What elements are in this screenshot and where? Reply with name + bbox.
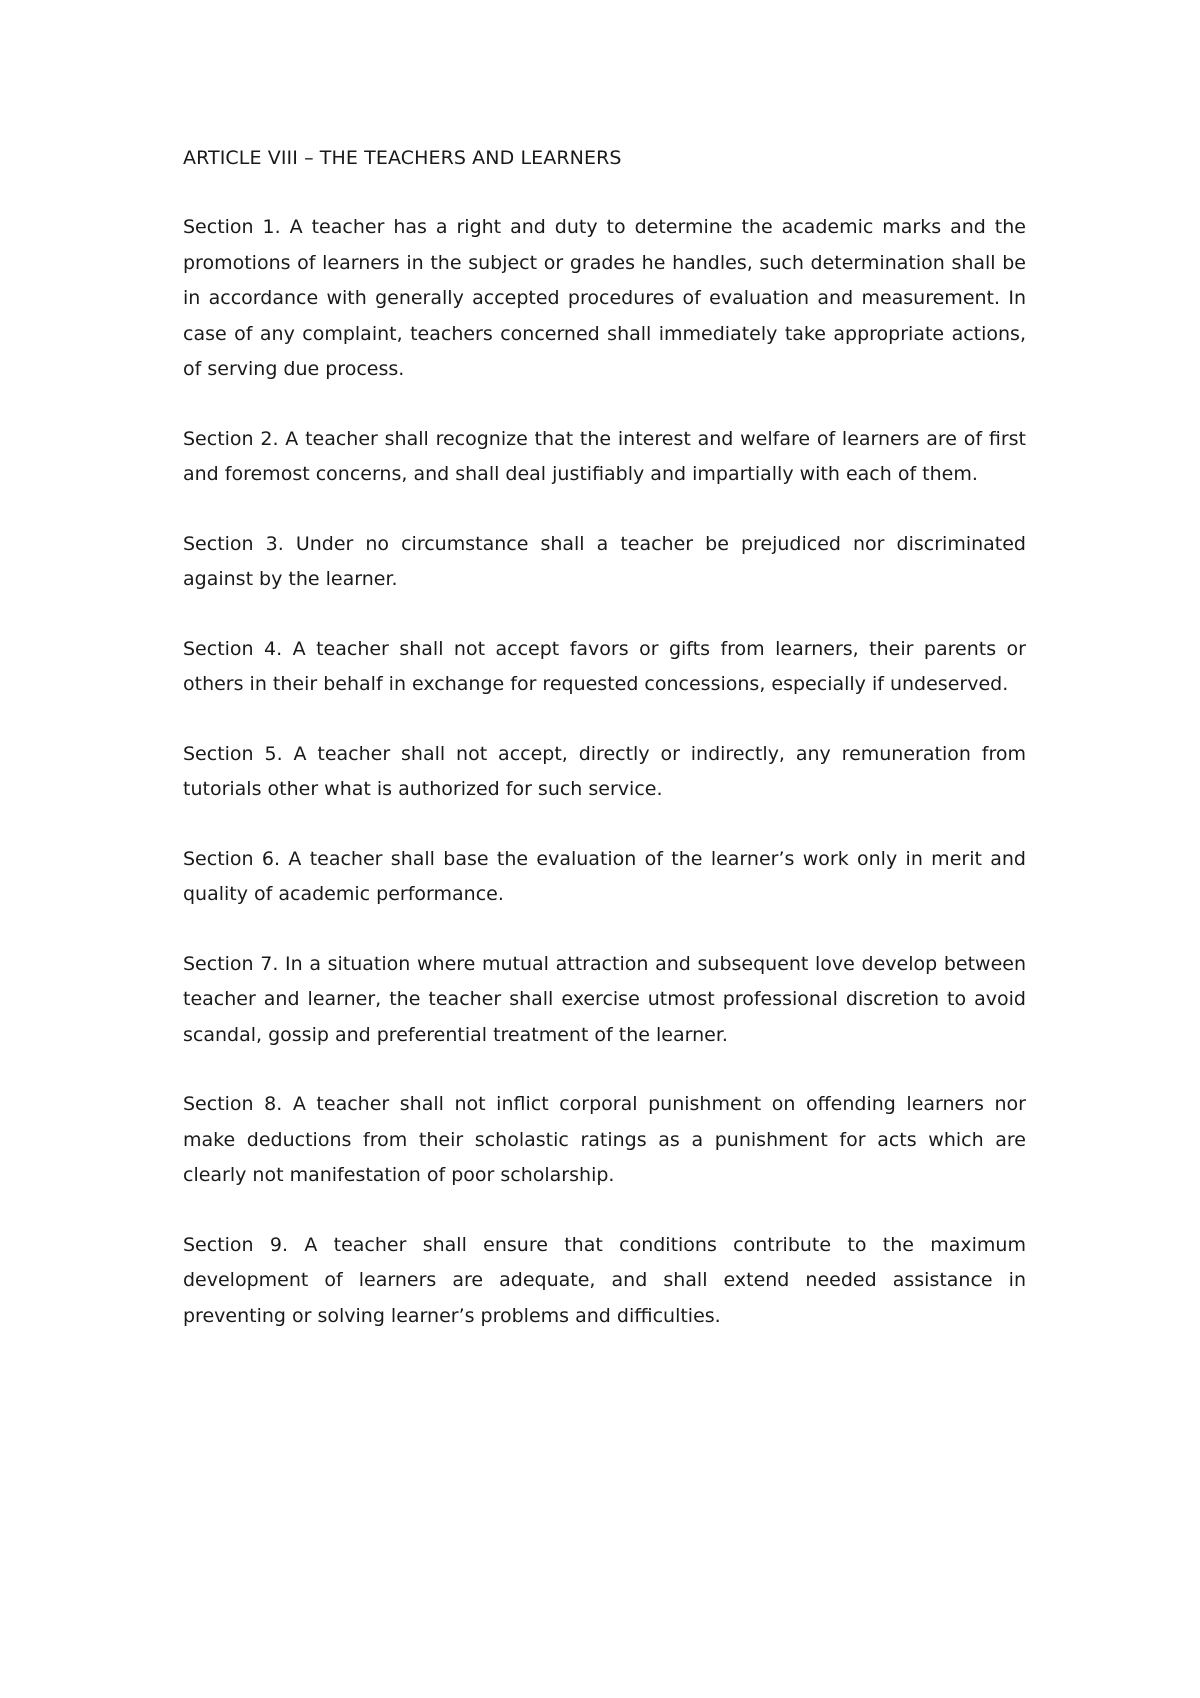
section-9: Section 9. A teacher shall ensure that conditions contribute to the maximum development of learners are adequate, and shall extend needed assistance in preventing or solving learner’s problems and difficulties. [183,1233,1026,1327]
section-3: Section 3. Under no circumstance shall a teacher be prejudiced nor discriminated against by the learner. [183,532,1026,590]
section-1: Section 1. A teacher has a right and duty to determine the academic marks and the promotions of learners in the subject or grades he handles, such determination shall be in accordance with generally accepted procedures of evaluation and measurement. In case of any complaint, teachers concerned shall immediately take appropriate actions, of serving due process. [183,216,1026,380]
section-4: Section 4. A teacher shall not accept favors or gifts from learners, their parents or others in their behalf in exchange for requested concessions, especially if undeserved. [183,637,1026,695]
section-8: Section 8. A teacher shall not inflict corporal punishment on offending learners nor make deductions from their scholastic ratings as a punishment for acts which are clearly not manifestation of poor scholarship. [183,1093,1026,1186]
section-7: Section 7. In a situation where mutual attraction and subsequent love develop between teacher and learner, the teacher shall exercise utmost professional discretion to avoid scandal, gossip and preferential treatment of the learner. [183,952,1026,1046]
section-2: Section 2. A teacher shall recognize that the interest and welfare of learners are of first and foremost concerns, and shall deal justifiably and impartially with each of them. [183,427,1026,485]
article-heading: ARTICLE VIII – THE TEACHERS AND LEARNERS [183,147,622,169]
section-5: Section 5. A teacher shall not accept, directly or indirectly, any remuneration from tutorials other what is authorized for such service. [183,742,1026,800]
document-body [183,140,1026,1368]
section-6: Section 6. A teacher shall base the evaluation of the learner’s work only in merit and quality of academic performance. [183,847,1026,905]
